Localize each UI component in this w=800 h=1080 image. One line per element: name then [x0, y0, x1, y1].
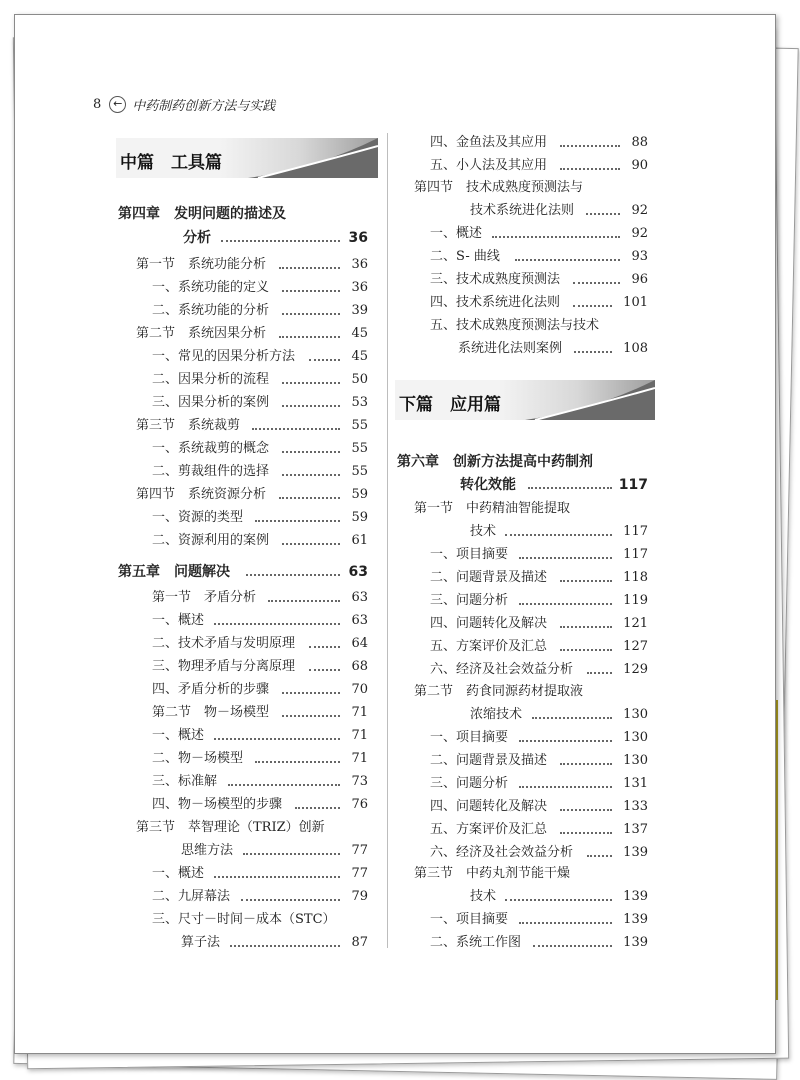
toc-page-number: 76 — [351, 797, 368, 812]
toc-entry[interactable] — [181, 933, 368, 953]
toc-page-number: 90 — [631, 158, 648, 173]
toc-page-number: 92 — [631, 203, 648, 218]
toc-entry[interactable] — [152, 749, 368, 769]
toc-entry-title: 四、金鱼法及其应用 — [430, 135, 548, 150]
toc-entry[interactable] — [136, 324, 368, 344]
toc-entry[interactable] — [430, 545, 648, 565]
toc-page-number: 63 — [348, 564, 368, 580]
leader-dots — [560, 763, 613, 765]
toc-entry-title: 一、系统裁剪的概念 — [152, 441, 270, 456]
toc-entry[interactable] — [152, 634, 368, 654]
toc-entry[interactable] — [152, 278, 368, 298]
toc-entry[interactable] — [430, 270, 648, 290]
toc-entry-title: 技术 — [470, 524, 497, 539]
toc-entry-title: 一、项目摘要 — [430, 547, 509, 562]
leader-dots — [560, 626, 613, 628]
toc-entry[interactable] — [470, 201, 648, 221]
leader-dots — [230, 945, 341, 947]
toc-entry[interactable] — [430, 568, 648, 588]
toc-entry[interactable] — [136, 416, 368, 436]
toc-entry-title: 第四节 技术成熟度预测法与 — [414, 180, 584, 195]
toc-entry[interactable] — [152, 301, 368, 321]
toc-entry-title: 第二节 物－场模型 — [152, 705, 270, 720]
toc-entry[interactable] — [430, 293, 648, 313]
toc-page-number: 131 — [623, 776, 648, 791]
leader-dots — [279, 497, 340, 499]
toc-entry-title: 三、技术成熟度预测法 — [430, 272, 561, 287]
banner-swoosh — [248, 138, 378, 178]
toc-entry[interactable] — [430, 751, 648, 771]
toc-entry[interactable] — [152, 393, 368, 413]
toc-entry-title: 一、项目摘要 — [430, 730, 509, 745]
toc-page-number: 70 — [351, 682, 368, 697]
toc-page-number: 108 — [623, 341, 648, 356]
toc-page-number: 73 — [351, 774, 368, 789]
section-title: 中篇 工具篇 — [120, 153, 222, 173]
leader-dots — [228, 784, 341, 786]
toc-page-number: 71 — [351, 705, 368, 720]
toc-entry-title: 五、小人法及其应用 — [430, 158, 548, 173]
toc-entry[interactable] — [430, 843, 648, 863]
toc-page-number: 79 — [351, 889, 368, 904]
toc-entry-title: 二、S- 曲线 — [430, 249, 500, 264]
toc-chapter[interactable] — [460, 475, 648, 495]
toc-entry[interactable] — [414, 864, 648, 884]
leader-dots — [282, 692, 341, 694]
toc-entry-title: 四、矛盾分析的步骤 — [152, 682, 270, 697]
leader-dots — [295, 807, 340, 809]
leader-dots — [282, 451, 341, 453]
toc-page-number: 137 — [623, 822, 648, 837]
toc-page-number: 129 — [623, 662, 648, 677]
toc-page-number: 50 — [351, 372, 368, 387]
toc-page-number: 64 — [351, 636, 368, 651]
toc-entry[interactable] — [430, 156, 648, 176]
toc-entry-title: 二、技术矛盾与发明原理 — [152, 636, 296, 651]
toc-page-number: 101 — [623, 295, 648, 310]
toc-entry-title: 分析 — [183, 230, 211, 246]
running-header — [93, 95, 275, 114]
leader-dots — [532, 717, 612, 719]
toc-page-number: 117 — [623, 524, 648, 539]
leader-dots — [505, 899, 612, 901]
leader-dots — [573, 305, 612, 307]
toc-page-number: 63 — [351, 613, 368, 628]
toc-entry[interactable] — [430, 637, 648, 657]
toc-page-number: 139 — [623, 912, 648, 927]
leader-dots — [519, 740, 612, 742]
toc-entry[interactable] — [470, 522, 648, 542]
toc-entry-title: 一、常见的因果分析方法 — [152, 349, 296, 364]
leader-dots — [255, 520, 341, 522]
toc-chapter[interactable] — [397, 452, 648, 472]
toc-entry[interactable] — [430, 774, 648, 794]
leader-dots — [505, 534, 612, 536]
leader-dots — [587, 855, 613, 857]
toc-entry[interactable] — [430, 910, 648, 930]
leader-dots — [282, 405, 341, 407]
leader-dots — [243, 853, 340, 855]
toc-entry-title: 五、方案评价及汇总 — [430, 639, 548, 654]
leader-dots — [519, 922, 612, 924]
toc-entry[interactable] — [152, 439, 368, 459]
toc-entry-title: 一、资源的类型 — [152, 510, 244, 525]
toc-entry[interactable] — [181, 841, 368, 861]
toc-page-number: 36 — [351, 257, 368, 272]
toc-entry[interactable] — [414, 178, 648, 198]
toc-page-number: 36 — [348, 230, 368, 246]
toc-entry-title: 四、问题转化及解决 — [430, 616, 548, 631]
toc-entry-title: 思维方法 — [181, 843, 234, 858]
toc-entry-title: 转化效能 — [460, 477, 516, 493]
leader-dots — [268, 600, 340, 602]
banner-swoosh — [525, 380, 655, 420]
toc-entry-title: 二、资源利用的案例 — [152, 533, 270, 548]
toc-entry-title: 第六章 创新方法提高中药制剂 — [397, 454, 593, 470]
toc-page-number: 53 — [351, 395, 368, 410]
toc-entry-title: 第三节 系统裁剪 — [136, 418, 241, 433]
toc-page-number: 71 — [351, 751, 368, 766]
toc-entry-title: 第一节 系统功能分析 — [136, 257, 267, 272]
toc-entry-title: 三、因果分析的案例 — [152, 395, 270, 410]
toc-page-number: 77 — [351, 843, 368, 858]
toc-entry[interactable] — [430, 133, 648, 153]
toc-entry-title: 一、系统功能的定义 — [152, 280, 270, 295]
toc-entry-title: 第三节 中药丸剂节能干燥 — [414, 866, 571, 881]
toc-chapter[interactable] — [118, 562, 368, 582]
leader-dots — [309, 359, 341, 361]
toc-page-number: 59 — [351, 487, 368, 502]
leader-dots — [214, 738, 340, 740]
toc-page-number: 130 — [623, 707, 648, 722]
leader-dots — [519, 557, 612, 559]
toc-page-number: 61 — [351, 533, 368, 548]
toc-page-number: 55 — [351, 418, 368, 433]
toc-entry[interactable] — [152, 864, 368, 884]
toc-entry[interactable] — [414, 682, 648, 702]
toc-page-number: 77 — [351, 866, 368, 881]
toc-page-number: 59 — [351, 510, 368, 525]
leader-dots — [528, 487, 612, 489]
toc-page-number: 88 — [631, 135, 648, 150]
leader-dots — [279, 267, 340, 269]
leader-dots — [214, 876, 340, 878]
toc-page-number: 139 — [623, 845, 648, 860]
toc-entry-title: 一、概述 — [152, 613, 205, 628]
toc-entry-title: 第四节 系统资源分析 — [136, 487, 267, 502]
arrow-left-icon: ← — [109, 96, 126, 113]
toc-entry-title: 第一节 中药精油智能提取 — [414, 501, 571, 516]
leader-dots — [519, 603, 612, 605]
leader-dots — [492, 236, 620, 238]
leader-dots — [519, 786, 612, 788]
toc-entry-title: 四、物－场模型的步骤 — [152, 797, 283, 812]
toc-entry[interactable] — [152, 887, 368, 907]
toc-page-number: 87 — [351, 935, 368, 950]
toc-entry[interactable] — [430, 797, 648, 817]
toc-entry-title: 算子法 — [181, 935, 221, 950]
toc-entry-title: 第二节 系统因果分析 — [136, 326, 267, 341]
toc-entry-title: 第五章 问题解决 — [118, 564, 230, 580]
leader-dots — [255, 761, 341, 763]
toc-page-number: 55 — [351, 441, 368, 456]
toc-entry[interactable] — [152, 726, 368, 746]
toc-page-number: 130 — [623, 753, 648, 768]
toc-page-number: 68 — [351, 659, 368, 674]
toc-entry-title: 一、概述 — [152, 866, 205, 881]
toc-entry[interactable] — [430, 820, 648, 840]
leader-dots — [282, 313, 341, 315]
toc-entry[interactable] — [470, 705, 648, 725]
toc-entry[interactable] — [136, 255, 368, 275]
toc-entry[interactable] — [430, 660, 648, 680]
toc-entry[interactable] — [136, 485, 368, 505]
leader-dots — [560, 145, 621, 147]
toc-entry[interactable] — [152, 462, 368, 482]
toc-entry-title: 第四章 发明问题的描述及 — [118, 206, 286, 222]
leader-dots — [586, 213, 620, 215]
section-banner-mid — [116, 138, 378, 178]
toc-entry[interactable] — [430, 247, 648, 267]
leader-dots — [533, 945, 613, 947]
leader-dots — [574, 351, 612, 353]
toc-entry[interactable] — [430, 316, 648, 336]
toc-entry-title: 一、概述 — [430, 226, 483, 241]
leader-dots — [279, 336, 340, 338]
toc-page-number: 139 — [623, 935, 648, 950]
toc-page-number: 133 — [623, 799, 648, 814]
toc-page-number: 36 — [351, 280, 368, 295]
leader-dots — [282, 543, 341, 545]
leader-dots — [560, 168, 621, 170]
toc-entry[interactable] — [152, 347, 368, 367]
toc-page-number: 96 — [631, 272, 648, 287]
toc-entry-title: 三、问题分析 — [430, 776, 509, 791]
leader-dots — [560, 832, 613, 834]
toc-page-number: 71 — [351, 728, 368, 743]
page-number: 8 — [93, 97, 102, 112]
toc-entry[interactable] — [152, 680, 368, 700]
toc-entry[interactable] — [152, 657, 368, 677]
column-divider — [387, 133, 388, 948]
toc-entry-title: 五、方案评价及汇总 — [430, 822, 548, 837]
toc-entry[interactable] — [152, 611, 368, 631]
toc-entry-title: 五、技术成熟度预测法与技术 — [430, 318, 600, 333]
toc-entry[interactable] — [458, 339, 648, 359]
toc-entry-title: 三、问题分析 — [430, 593, 509, 608]
toc-entry-title: 四、技术系统进化法则 — [430, 295, 561, 310]
leader-dots — [282, 474, 341, 476]
toc-entry-title: 二、剪裁组件的选择 — [152, 464, 270, 479]
toc-entry-title: 二、因果分析的流程 — [152, 372, 270, 387]
toc-entry-title: 技术系统进化法则 — [470, 203, 575, 218]
leader-dots — [282, 290, 341, 292]
toc-page-number: 117 — [618, 477, 648, 493]
toc-entry[interactable] — [152, 588, 368, 608]
leader-dots — [309, 669, 341, 671]
toc-entry-title: 一、概述 — [152, 728, 205, 743]
leader-dots — [515, 259, 620, 261]
toc-page-number: 130 — [623, 730, 648, 745]
toc-entry[interactable] — [430, 591, 648, 611]
toc-page-number: 117 — [623, 547, 648, 562]
toc-entry-title: 第一节 矛盾分析 — [152, 590, 257, 605]
toc-entry-title: 四、问题转化及解决 — [430, 799, 548, 814]
toc-entry-title: 三、标准解 — [152, 774, 218, 789]
leader-dots — [573, 282, 620, 284]
toc-entry-title: 二、系统工作图 — [430, 935, 522, 950]
toc-entry-title: 六、经济及社会效益分析 — [430, 845, 574, 860]
book-title: 中药制药创新方法与实践 — [132, 99, 276, 114]
toc-entry-title: 二、问题背景及描述 — [430, 753, 548, 768]
toc-entry[interactable] — [152, 795, 368, 815]
toc-entry-title: 二、物－场模型 — [152, 751, 244, 766]
leader-dots — [252, 428, 340, 430]
toc-entry-title: 第二节 药食同源药材提取液 — [414, 684, 584, 699]
leader-dots — [587, 672, 613, 674]
toc-page-number: 127 — [623, 639, 648, 654]
toc-entry[interactable] — [430, 224, 648, 244]
toc-chapter[interactable] — [118, 204, 368, 224]
leader-dots — [241, 899, 340, 901]
toc-page-number: 55 — [351, 464, 368, 479]
toc-entry[interactable] — [152, 508, 368, 528]
toc-entry-title: 三、尺寸－时间－成本（STC） — [152, 912, 336, 927]
toc-page-number: 118 — [623, 570, 648, 585]
toc-entry[interactable] — [152, 703, 368, 723]
toc-entry[interactable] — [430, 614, 648, 634]
toc-entry[interactable] — [430, 933, 648, 953]
toc-entry[interactable] — [136, 818, 368, 838]
toc-entry[interactable] — [470, 887, 648, 907]
section-title: 下篇 应用篇 — [399, 395, 501, 415]
toc-page-number: 92 — [631, 226, 648, 241]
toc-entry[interactable] — [152, 370, 368, 390]
toc-page-number: 39 — [351, 303, 368, 318]
leader-dots — [246, 574, 340, 576]
leader-dots — [282, 715, 341, 717]
toc-entry-title: 二、九屏幕法 — [152, 889, 231, 904]
toc-entry-title: 浓缩技术 — [470, 707, 523, 722]
toc-entry-title: 二、系统功能的分析 — [152, 303, 270, 318]
leader-dots — [214, 623, 340, 625]
toc-entry[interactable] — [152, 772, 368, 792]
toc-chapter[interactable] — [183, 228, 368, 248]
leader-dots — [221, 240, 340, 242]
toc-entry-title: 技术 — [470, 889, 497, 904]
toc-page-number: 119 — [623, 593, 648, 608]
leader-dots — [560, 649, 613, 651]
toc-entry-title: 三、物理矛盾与分离原理 — [152, 659, 296, 674]
leader-dots — [309, 646, 341, 648]
leader-dots — [282, 382, 341, 384]
toc-page-number: 139 — [623, 889, 648, 904]
toc-page-number: 45 — [351, 326, 368, 341]
toc-entry-title: 六、经济及社会效益分析 — [430, 662, 574, 677]
toc-page-number: 93 — [631, 249, 648, 264]
leader-dots — [560, 580, 613, 582]
toc-entry[interactable] — [430, 728, 648, 748]
toc-entry[interactable] — [414, 499, 648, 519]
toc-page-number: 121 — [623, 616, 648, 631]
toc-entry-title: 一、项目摘要 — [430, 912, 509, 927]
toc-page-number: 45 — [351, 349, 368, 364]
toc-entry-title: 第三节 萃智理论（TRIZ）创新 — [136, 820, 325, 835]
toc-entry[interactable] — [152, 531, 368, 551]
leader-dots — [560, 809, 613, 811]
toc-entry[interactable] — [152, 910, 368, 930]
toc-entry-title: 系统进化法则案例 — [458, 341, 563, 356]
toc-page-number: 63 — [351, 590, 368, 605]
section-banner-lower — [395, 380, 655, 420]
toc-entry-title: 二、问题背景及描述 — [430, 570, 548, 585]
